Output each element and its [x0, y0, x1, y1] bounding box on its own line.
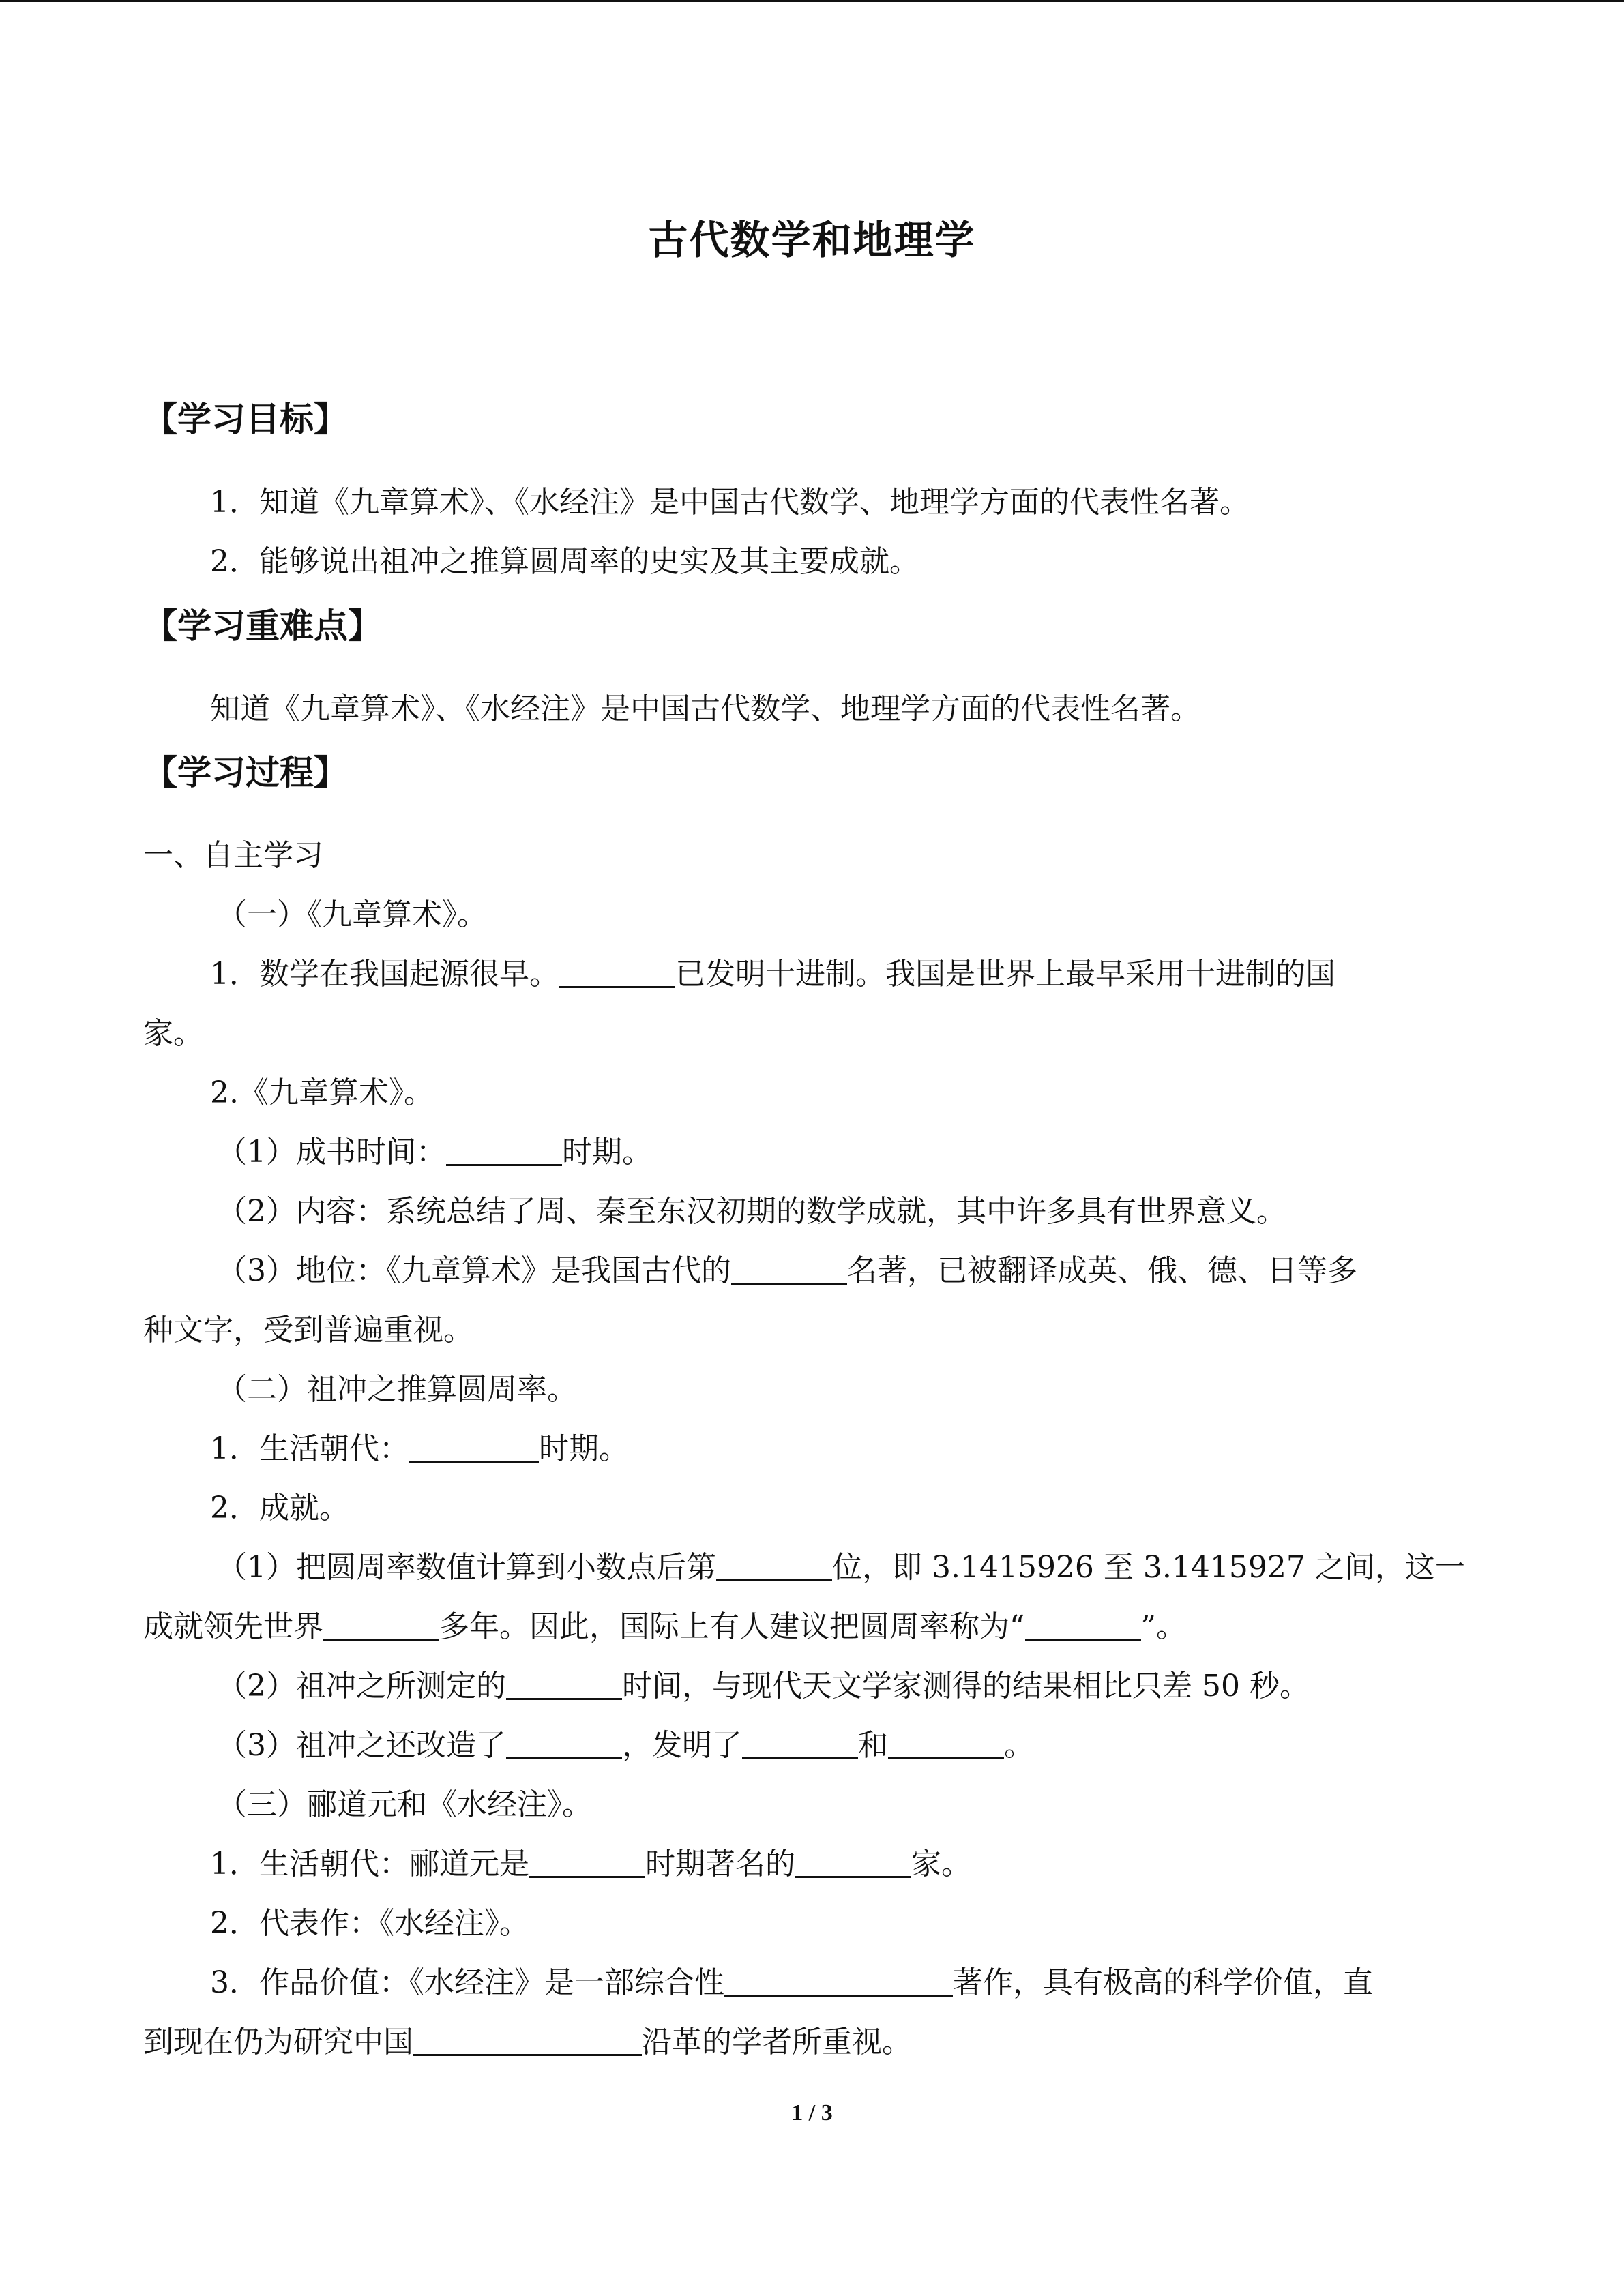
- question-text: 1．数学在我国起源很早。: [210, 957, 559, 992]
- question-pi-name: [143, 1602, 1186, 1645]
- question-text: 2．成就。: [210, 1491, 349, 1525]
- question-text: 时期。: [539, 1431, 629, 1466]
- question-text: 已发明十进制。我国是世界上最早采用十进制的国: [675, 957, 1335, 992]
- answer-blank[interactable]: [742, 1729, 858, 1759]
- question-status: [217, 1246, 1357, 1289]
- question-text: 著作，具有极高的科学价值，直: [953, 1965, 1373, 2000]
- question-text: （2）祖冲之所测定的: [217, 1669, 506, 1703]
- question-text: 时间，与现代天文学家测得的结果相比只差 50 秒。: [622, 1669, 1310, 1703]
- question-text: 2．代表作：《水经注》。: [210, 1906, 529, 1941]
- question-decimal: [210, 949, 1335, 993]
- question-measured-time: [217, 1661, 1310, 1705]
- question-text: 家。: [911, 1847, 971, 1881]
- question-text: 家。: [143, 1016, 203, 1051]
- page-number: 1 / 3: [791, 2100, 833, 2126]
- answer-blank[interactable]: [446, 1135, 562, 1166]
- subsection-jiuzhang: （一）《九章算术》。: [217, 897, 487, 932]
- question-text: 1．生活朝代：: [210, 1431, 409, 1466]
- question-li-dynasty: [210, 1839, 971, 1883]
- answer-blank[interactable]: [716, 1551, 832, 1581]
- question-content: （2）内容：系统总结了周、秦至东汉初期的数学成就，其中许多具有世界意义。: [217, 1194, 1286, 1229]
- key-point-text: 知道《九章算术》、《水经注》是中国古代数学、地理学方面的代表性名著。: [210, 691, 1200, 726]
- question-text: 时期。: [562, 1135, 652, 1169]
- question-text: 种文字，受到普遍重视。: [143, 1313, 473, 1347]
- question-text: 沿革的学者所重视。: [642, 2025, 912, 2059]
- page-title: 古代数学和地理学: [648, 217, 976, 263]
- heading-process: 【学习过程】: [143, 753, 348, 792]
- answer-blank[interactable]: [506, 1669, 622, 1700]
- question-text: 2.《九章算术》。: [210, 1075, 434, 1110]
- question-inventions: [217, 1720, 1034, 1764]
- question-pi-digits: [217, 1542, 1465, 1586]
- answer-blank[interactable]: [409, 1432, 539, 1463]
- part-heading-self-study: 一、自主学习: [143, 838, 323, 873]
- question-text: 到现在仍为研究中国: [143, 2025, 413, 2059]
- question-text: （3）地位：《九章算术》是我国古代的: [217, 1253, 731, 1288]
- answer-blank[interactable]: [1025, 1610, 1141, 1641]
- answer-blank[interactable]: [888, 1729, 1004, 1759]
- question-text: 名著，已被翻译成英、俄、德、日等多: [847, 1253, 1357, 1288]
- question-text: 3．作品价值：《水经注》是一部综合性: [210, 1965, 724, 2000]
- question-work-value-cont: [143, 2017, 912, 2061]
- question-compile-time: [217, 1127, 652, 1171]
- question-text: 和: [858, 1728, 888, 1763]
- question-dynasty: [210, 1424, 629, 1467]
- answer-blank[interactable]: [724, 1966, 953, 1997]
- question-text: ，发明了: [622, 1728, 742, 1763]
- question-text: ”。: [1140, 1609, 1186, 1644]
- subsection-li-daoyuan: （三）郦道元和《水经注》。: [217, 1787, 592, 1822]
- question-text: 成就领先世界: [143, 1609, 323, 1644]
- question-work-value: [210, 1958, 1373, 2001]
- answer-blank[interactable]: [795, 1847, 911, 1878]
- heading-goals: 【学习目标】: [143, 400, 348, 439]
- top-border: [0, 0, 1624, 2]
- answer-blank[interactable]: [413, 2025, 642, 2056]
- answer-blank[interactable]: [323, 1610, 439, 1641]
- question-text: 时期著名的: [645, 1847, 795, 1881]
- heading-key-points: 【学习重难点】: [143, 606, 382, 646]
- answer-blank[interactable]: [529, 1847, 645, 1878]
- question-text: （1）成书时间：: [217, 1135, 446, 1169]
- question-text: 。: [1004, 1728, 1034, 1763]
- question-text: （1）把圆周率数值计算到小数点后第: [217, 1550, 716, 1585]
- answer-blank[interactable]: [559, 957, 675, 988]
- goal-item-2: 2．能够说出祖冲之推算圆周率的史实及其主要成就。: [210, 544, 919, 579]
- goal-item-1: 1．知道《九章算术》、《水经注》是中国古代数学、地理学方面的代表性名著。: [210, 485, 1250, 520]
- question-text: 多年。因此，国际上有人建议把圆周率称为“: [439, 1609, 1025, 1644]
- answer-blank[interactable]: [506, 1729, 622, 1759]
- answer-blank[interactable]: [731, 1254, 847, 1285]
- question-text: （3）祖冲之还改造了: [217, 1728, 506, 1763]
- subsection-zu-chongzhi: （二）祖冲之推算圆周率。: [217, 1372, 577, 1407]
- question-text: 1．生活朝代：郦道元是: [210, 1847, 529, 1881]
- question-text: 位，即 3.1415926 至 3.1415927 之间，这一: [832, 1550, 1465, 1585]
